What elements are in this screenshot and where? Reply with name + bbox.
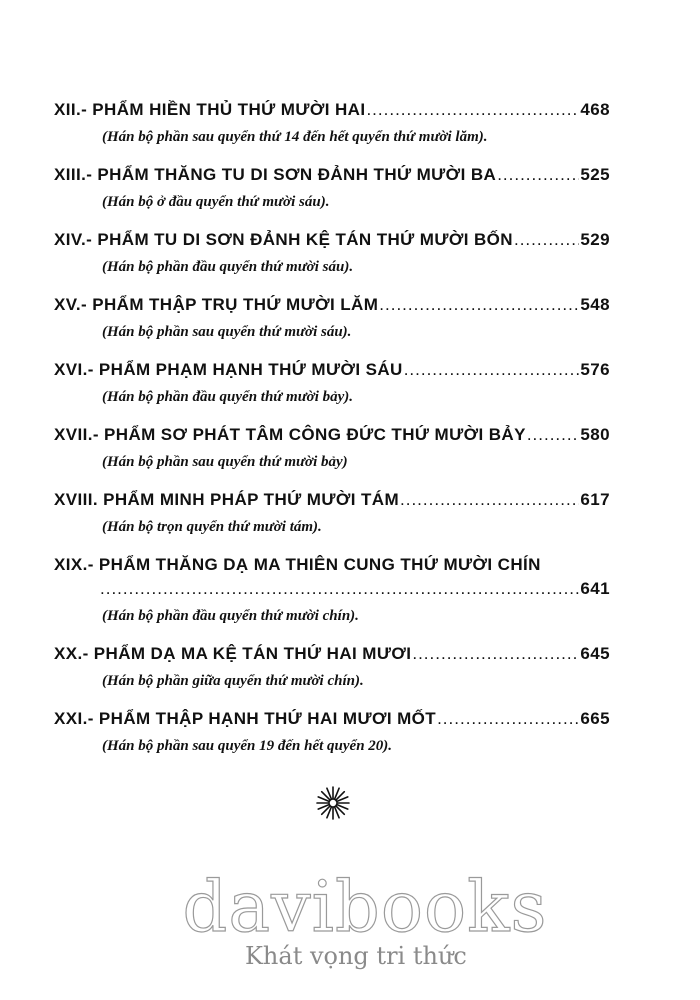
toc-entry-title: XV.- PHẨM THẬP TRỤ THỨ MƯỜI LĂM: [54, 295, 379, 314]
toc-entry: [54, 553, 610, 628]
toc-entry-note: (Hán bộ phần sau quyển thứ mười sáu).: [102, 324, 352, 340]
toc-entry-page: 617: [580, 490, 610, 509]
toc-entry-line: [54, 488, 610, 512]
toc-entry-title: XXI.- PHẨM THẬP HẠNH THỨ HAI MƯƠI MỐT: [54, 709, 437, 728]
toc-entry: [54, 642, 610, 693]
toc-entry-page: 548: [580, 295, 610, 314]
dot-leader: [527, 423, 580, 447]
toc-entry-note: (Hán bộ trọn quyển thứ mười tám).: [102, 519, 322, 535]
toc-entry-page: 525: [580, 165, 610, 184]
toc-entry-note: (Hán bộ phần sau quyển thứ 14 đến hết quyển thứ mười lăm).: [102, 129, 488, 145]
toc-entry-title: XIV.- PHẨM TU DI SƠN ĐẢNH KỆ TÁN THỨ MƯỜI BỐN: [54, 230, 513, 249]
toc-entry: [54, 707, 610, 758]
toc-entry-note: (Hán bộ phần sau quyển 19 đến hết quyển 20).: [102, 738, 393, 754]
dot-leader: [497, 163, 579, 187]
watermark-name: davibooks: [182, 866, 548, 948]
toc-entry-line: [54, 642, 610, 666]
toc-entry: [54, 228, 610, 279]
toc-entry-title: XIX.- PHẨM THĂNG DẠ MA THIÊN CUNG THỨ MƯỜI CHÍN: [54, 555, 541, 574]
toc-entry-note: (Hán bộ phần đầu quyển thứ mười sáu).: [102, 259, 354, 275]
toc-entry: [54, 488, 610, 539]
toc-entry-line: [54, 98, 610, 122]
dot-leader: [379, 293, 579, 317]
toc-entry-title: XIII.- PHẨM THĂNG TU DI SƠN ĐẢNH THỨ MƯỜI BA: [54, 165, 497, 184]
dot-leader: [404, 358, 580, 382]
toc-entry-note: (Hán bộ phần sau quyển thứ mười bảy): [102, 454, 348, 470]
toc-entry-line: [54, 553, 610, 577]
toc-entry-page: 645: [580, 644, 610, 663]
dot-leader: [366, 98, 579, 122]
toc-entry-note: (Hán bộ phần đầu quyển thứ mười chín).: [102, 608, 359, 624]
toc-entry-note: (Hán bộ ở đầu quyển thứ mười sáu).: [102, 194, 330, 210]
toc-entry-title: XVI.- PHẨM PHẠM HẠNH THỨ MƯỜI SÁU: [54, 360, 403, 379]
toc-entry-page: 576: [580, 360, 610, 379]
toc-entry-page: 665: [580, 709, 610, 728]
toc-entry-page: 580: [580, 425, 610, 444]
toc-entry-line: [54, 707, 610, 731]
toc-entry-note: (Hán bộ phần đầu quyển thứ mười bảy).: [102, 389, 354, 405]
toc-entry-title: XII.- PHẨM HIỀN THỦ THỨ MƯỜI HAI: [54, 100, 366, 119]
dot-leader: [514, 228, 579, 252]
toc-entry-line: [54, 423, 610, 447]
toc-entry-leader-line: [54, 577, 610, 601]
toc-entry-title: XVIII. PHẨM MINH PHÁP THỨ MƯỜI TÁM: [54, 490, 400, 509]
dot-leader: [437, 707, 579, 731]
dot-leader: [100, 577, 579, 601]
toc-entry-line: [54, 228, 610, 252]
toc-entry: [54, 98, 610, 149]
toc-entry: [54, 163, 610, 214]
toc-entry-title: XX.- PHẨM DẠ MA KỆ TÁN THỨ HAI MƯƠI: [54, 644, 412, 663]
toc-entry-line: [54, 358, 610, 382]
toc-entry: [54, 293, 610, 344]
toc-entry: [54, 423, 610, 474]
dot-leader: [412, 642, 579, 666]
toc-entry-line: [54, 163, 610, 187]
toc-entry-title: XVII.- PHẨM SƠ PHÁT TÂM CÔNG ĐỨC THỨ MƯỜI BẢY: [54, 425, 526, 444]
toc-entry-line: [54, 293, 610, 317]
watermark: [155, 868, 575, 970]
table-of-contents: [54, 98, 610, 772]
toc-entry-page: 468: [580, 100, 610, 119]
dot-leader: [400, 488, 579, 512]
watermark-tagline: Khát vọng tri thức: [245, 942, 467, 970]
sunburst-ornament-icon: [315, 785, 351, 821]
toc-entry-page: 529: [580, 230, 610, 249]
toc-entry-page: 641: [580, 579, 610, 598]
toc-entry-note: (Hán bộ phần giữa quyển thứ mười chín).: [102, 673, 364, 689]
toc-entry: [54, 358, 610, 409]
